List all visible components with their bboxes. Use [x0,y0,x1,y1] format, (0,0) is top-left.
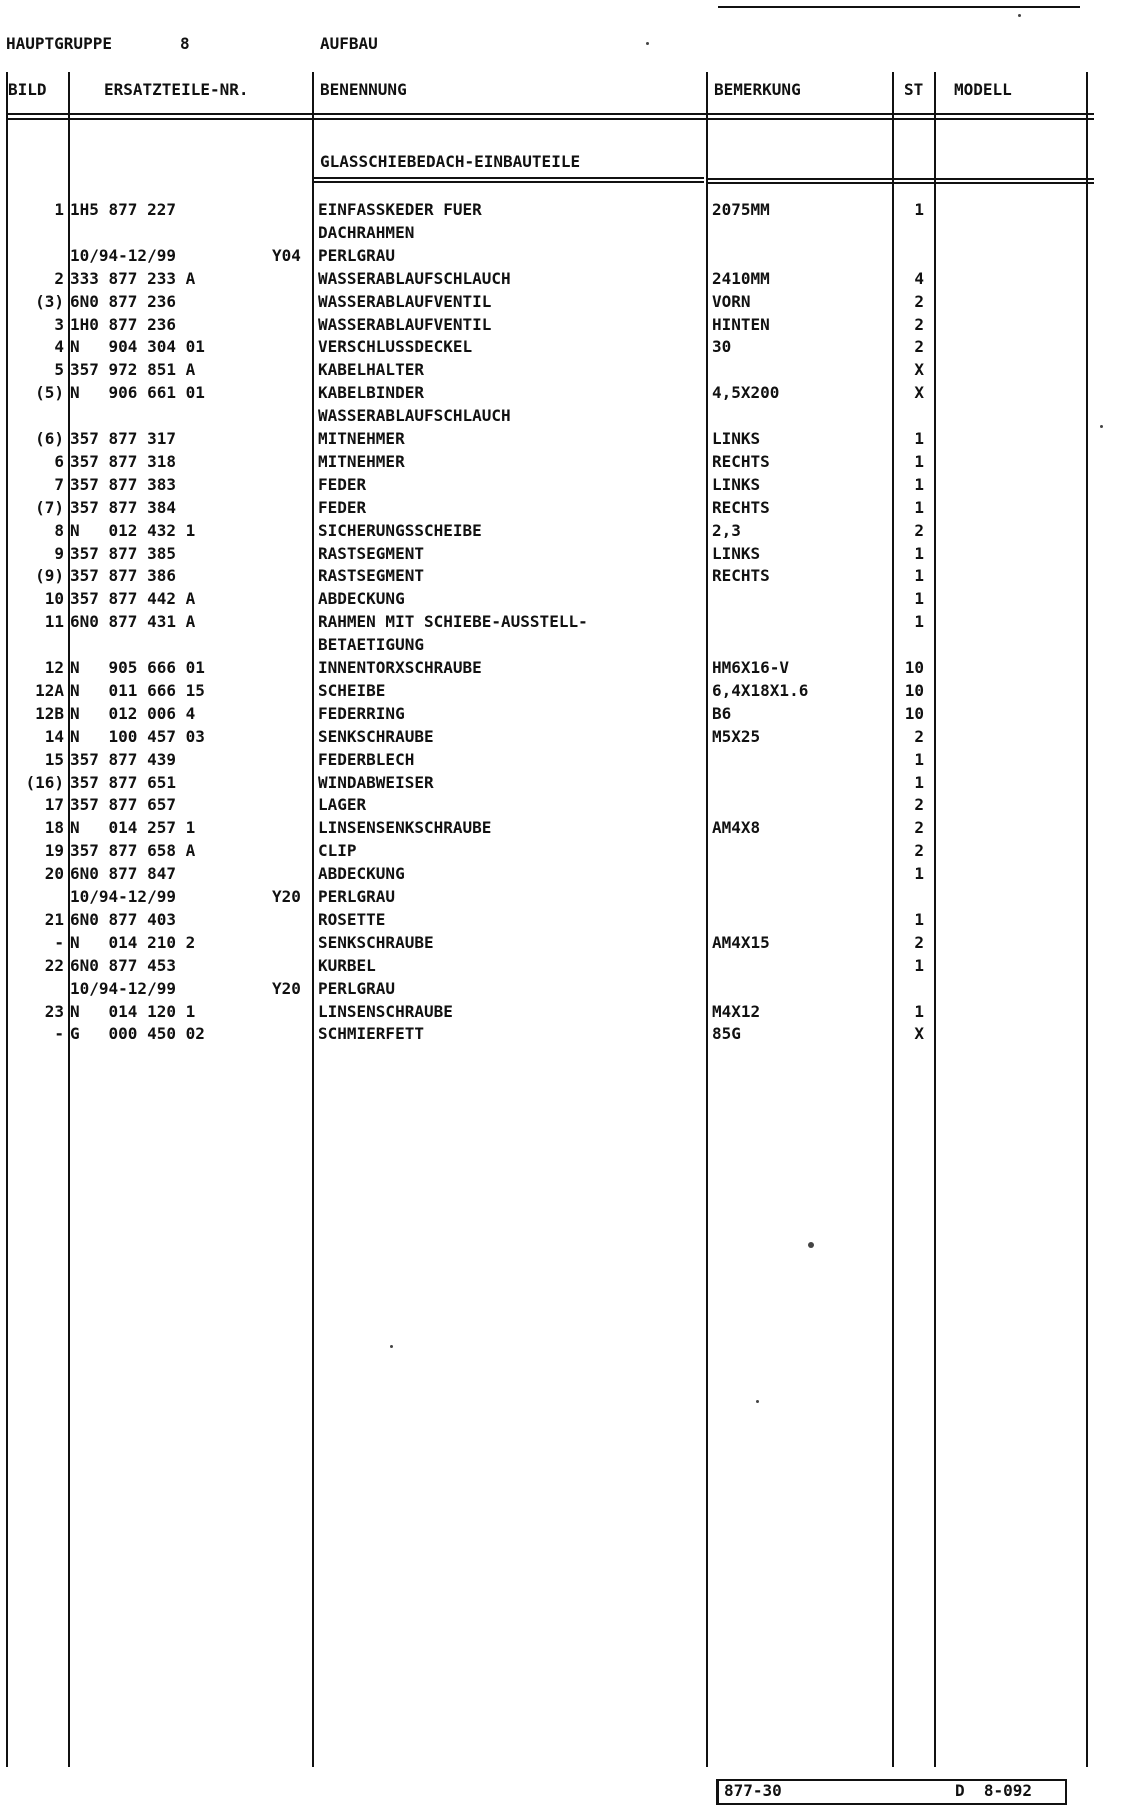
col-header-bild: BILD [8,80,47,99]
benennung-cell: WASSERABLAUFSCHLAUCH [318,269,511,288]
col-header-benennung: BENENNUNG [320,80,407,99]
quantity-cell: 1 [914,566,924,585]
section-title: GLASSCHIEBEDACH-EINBAUTEILE [320,152,581,171]
table-row [0,543,1100,565]
table-row [0,932,1100,954]
benennung-cell: RASTSEGMENT [318,566,424,585]
section-double-rule [314,177,704,179]
benennung-cell: RAHMEN MIT SCHIEBE-AUSSTELL- [318,612,588,631]
quantity-cell: 1 [914,589,924,608]
part-number-cell: 357 877 657 [70,795,176,814]
quantity-cell: 1 [914,544,924,563]
table-row [0,497,1100,519]
part-number-cell: 357 877 386 [70,566,176,585]
part-number-cell: N 011 666 15 [70,681,205,700]
benennung-cell: EINFASSKEDER FUER [318,200,482,219]
part-number-cell: G 000 450 02 [70,1024,205,1043]
table-row [0,588,1100,610]
section-double-rule [708,178,1094,180]
part-number-cell: 10/94-12/99 [70,887,176,906]
quantity-cell: 2 [914,818,924,837]
table-row [0,520,1100,542]
bild-cell: 20 [44,864,64,883]
bild-cell: 3 [54,315,64,334]
bemerkung-cell: 2075MM [712,200,770,219]
bemerkung-cell: M4X12 [712,1002,761,1021]
part-number-cell: 6N0 877 847 [70,864,176,883]
part-number-cell: 357 877 442 A [70,589,196,608]
part-number-cell: N 100 457 03 [70,727,205,746]
quantity-cell: 2 [914,292,924,311]
header-double-rule [6,113,1094,115]
benennung-cell: LAGER [318,795,367,814]
bemerkung-cell: HM6X16-V [712,658,790,677]
table-row [0,405,1100,427]
table-row [0,703,1100,725]
table-row [0,909,1100,931]
bemerkung-cell: AM4X15 [712,933,770,952]
part-number-cell: 357 877 658 A [70,841,196,860]
table-row [0,863,1100,885]
table-row [0,886,1100,908]
benennung-cell: KABELBINDER [318,383,424,402]
bild-cell: 8 [54,521,64,540]
scan-speck [756,1400,759,1403]
bemerkung-cell: AM4X8 [712,818,761,837]
scan-speck [1018,14,1021,17]
table-row [0,772,1100,794]
bild-cell: 5 [54,360,64,379]
bemerkung-cell: B6 [712,704,732,723]
part-number-cell: N 905 666 01 [70,658,205,677]
benennung-cell: PERLGRAU [318,887,396,906]
bemerkung-cell: LINKS [712,544,761,563]
part-number-cell: 357 877 651 [70,773,176,792]
col-header-modell: MODELL [954,80,1012,99]
benennung-cell: VERSCHLUSSDECKEL [318,337,473,356]
part-number-cell: 6N0 877 403 [70,910,176,929]
col-header-st: ST [904,80,924,99]
quantity-cell: 10 [904,704,924,723]
col-header-bemerkung: BEMERKUNG [714,80,801,99]
quantity-cell: 1 [914,1002,924,1021]
header-double-rule [6,118,1094,120]
bemerkung-cell: 85G [712,1024,741,1043]
bild-cell: 22 [44,956,64,975]
group-label: HAUPTGRUPPE [6,34,112,53]
color-code-cell: Y04 [272,246,301,265]
bild-cell: - [54,1024,64,1043]
table-row [0,199,1100,221]
quantity-cell: 2 [914,315,924,334]
part-number-cell: 333 877 233 A [70,269,196,288]
bild-cell: 1 [54,200,64,219]
table-row [0,268,1100,290]
benennung-cell: FEDER [318,475,367,494]
quantity-cell: 1 [914,956,924,975]
part-number-cell: 357 877 317 [70,429,176,448]
bild-cell: 18 [44,818,64,837]
quantity-cell: 1 [914,498,924,517]
part-number-cell: N 014 257 1 [70,818,196,837]
bild-cell: 23 [44,1002,64,1021]
benennung-cell: DACHRAHMEN [318,223,415,242]
section-double-rule [314,181,704,183]
table-row [0,336,1100,358]
benennung-cell: MITNEHMER [318,429,405,448]
table-row [0,817,1100,839]
quantity-cell: 1 [914,452,924,471]
bild-cell: 12 [44,658,64,677]
bild-cell: 15 [44,750,64,769]
table-row [0,657,1100,679]
top-rule [718,6,1080,8]
quantity-cell: 2 [914,727,924,746]
bild-cell: 6 [54,452,64,471]
quantity-cell: 1 [914,910,924,929]
group-title: AUFBAU [320,34,378,53]
scan-speck [808,1242,814,1248]
bild-cell: (3) [35,292,64,311]
quantity-cell: 1 [914,475,924,494]
bild-cell: 17 [44,795,64,814]
benennung-cell: CLIP [318,841,357,860]
group-number: 8 [180,34,190,53]
color-code-cell: Y20 [272,887,301,906]
bemerkung-cell: VORN [712,292,751,311]
part-number-cell: N 014 120 1 [70,1002,196,1021]
bild-cell: - [54,933,64,952]
part-number-cell: 357 877 385 [70,544,176,563]
scan-speck [390,1345,393,1348]
bemerkung-cell: 4,5X200 [712,383,780,402]
benennung-cell: WASSERABLAUFVENTIL [318,292,492,311]
table-row [0,382,1100,404]
part-number-cell: 6N0 877 453 [70,956,176,975]
footer-ref: 877-30 [724,1781,782,1800]
benennung-cell: ROSETTE [318,910,386,929]
bemerkung-cell: HINTEN [712,315,770,334]
part-number-cell: 357 877 383 [70,475,176,494]
quantity-cell: 1 [914,750,924,769]
table-row [0,611,1100,633]
col-header-teil: ERSATZTEILE-NR. [104,80,249,99]
bemerkung-cell: M5X25 [712,727,761,746]
bild-cell: 14 [44,727,64,746]
bild-cell: 7 [54,475,64,494]
part-number-cell: 10/94-12/99 [70,246,176,265]
bemerkung-cell: RECHTS [712,498,770,517]
part-number-cell: 1H0 877 236 [70,315,176,334]
table-row [0,726,1100,748]
part-number-cell: 357 877 318 [70,452,176,471]
benennung-cell: FEDERBLECH [318,750,415,769]
benennung-cell: KURBEL [318,956,376,975]
bemerkung-cell: RECHTS [712,566,770,585]
benennung-cell: BETAETIGUNG [318,635,424,654]
table-row [0,451,1100,473]
part-number-cell: N 904 304 01 [70,337,205,356]
quantity-cell: 2 [914,795,924,814]
scan-speck [1100,425,1103,428]
bild-cell: 21 [44,910,64,929]
part-number-cell: N 014 210 2 [70,933,196,952]
table-row [0,359,1100,381]
benennung-cell: FEDER [318,498,367,517]
quantity-cell: 2 [914,337,924,356]
quantity-cell: 1 [914,864,924,883]
bemerkung-cell: LINKS [712,475,761,494]
bild-cell: 9 [54,544,64,563]
bild-cell: 12B [35,704,64,723]
benennung-cell: SCHMIERFETT [318,1024,424,1043]
bemerkung-cell: RECHTS [712,452,770,471]
part-number-cell: N 906 661 01 [70,383,205,402]
quantity-cell: X [914,383,924,402]
quantity-cell: 1 [914,612,924,631]
benennung-cell: KABELHALTER [318,360,424,379]
bemerkung-cell: LINKS [712,429,761,448]
table-row [0,245,1100,267]
bemerkung-cell: 2,3 [712,521,741,540]
part-number-cell: 10/94-12/99 [70,979,176,998]
benennung-cell: SENKSCHRAUBE [318,727,434,746]
benennung-cell: FEDERRING [318,704,405,723]
quantity-cell: X [914,360,924,379]
benennung-cell: WASSERABLAUFSCHLAUCH [318,406,511,425]
bild-cell: (9) [35,566,64,585]
table-row [0,291,1100,313]
part-number-cell: 1H5 877 227 [70,200,176,219]
part-number-cell: 357 877 384 [70,498,176,517]
quantity-cell: 1 [914,429,924,448]
part-number-cell: 6N0 877 236 [70,292,176,311]
table-row [0,955,1100,977]
quantity-cell: 4 [914,269,924,288]
bild-cell: 4 [54,337,64,356]
quantity-cell: 10 [904,658,924,677]
benennung-cell: ABDECKUNG [318,589,405,608]
bemerkung-cell: 6,4X18X1.6 [712,681,809,700]
bild-cell: (7) [35,498,64,517]
bild-cell: 2 [54,269,64,288]
color-code-cell: Y20 [272,979,301,998]
quantity-cell: 1 [914,773,924,792]
quantity-cell: 2 [914,521,924,540]
section-double-rule [708,182,1094,184]
benennung-cell: WASSERABLAUFVENTIL [318,315,492,334]
benennung-cell: SCHEIBE [318,681,386,700]
part-number-cell: N 012 432 1 [70,521,196,540]
table-row [0,1001,1100,1023]
part-number-cell: N 012 006 4 [70,704,196,723]
table-row [0,1023,1100,1045]
table-row [0,474,1100,496]
bemerkung-cell: 30 [712,337,732,356]
bild-cell: 11 [44,612,64,631]
benennung-cell: LINSENSENKSCHRAUBE [318,818,492,837]
bild-cell: (5) [35,383,64,402]
benennung-cell: MITNEHMER [318,452,405,471]
benennung-cell: LINSENSCHRAUBE [318,1002,453,1021]
part-number-cell: 357 972 851 A [70,360,196,379]
table-row [0,749,1100,771]
table-row [0,222,1100,244]
part-number-cell: 6N0 877 431 A [70,612,196,631]
benennung-cell: PERLGRAU [318,246,396,265]
bild-cell: 12A [35,681,64,700]
table-row [0,314,1100,336]
quantity-cell: 2 [914,841,924,860]
benennung-cell: RASTSEGMENT [318,544,424,563]
table-row [0,428,1100,450]
table-row [0,634,1100,656]
table-row [0,565,1100,587]
quantity-cell: 2 [914,933,924,952]
quantity-cell: 1 [914,200,924,219]
scan-speck [646,42,649,45]
table-row [0,840,1100,862]
table-row [0,794,1100,816]
part-number-cell: 357 877 439 [70,750,176,769]
quantity-cell: 10 [904,681,924,700]
bild-cell: (6) [35,429,64,448]
bild-cell: 10 [44,589,64,608]
benennung-cell: INNENTORXSCHRAUBE [318,658,482,677]
bild-cell: (16) [25,773,64,792]
table-row [0,978,1100,1000]
quantity-cell: X [914,1024,924,1043]
footer-page: D 8-092 [955,1781,1033,1800]
benennung-cell: WINDABWEISER [318,773,434,792]
bild-cell: 19 [44,841,64,860]
benennung-cell: SENKSCHRAUBE [318,933,434,952]
bemerkung-cell: 2410MM [712,269,770,288]
benennung-cell: PERLGRAU [318,979,396,998]
benennung-cell: ABDECKUNG [318,864,405,883]
table-row [0,680,1100,702]
benennung-cell: SICHERUNGSSCHEIBE [318,521,482,540]
